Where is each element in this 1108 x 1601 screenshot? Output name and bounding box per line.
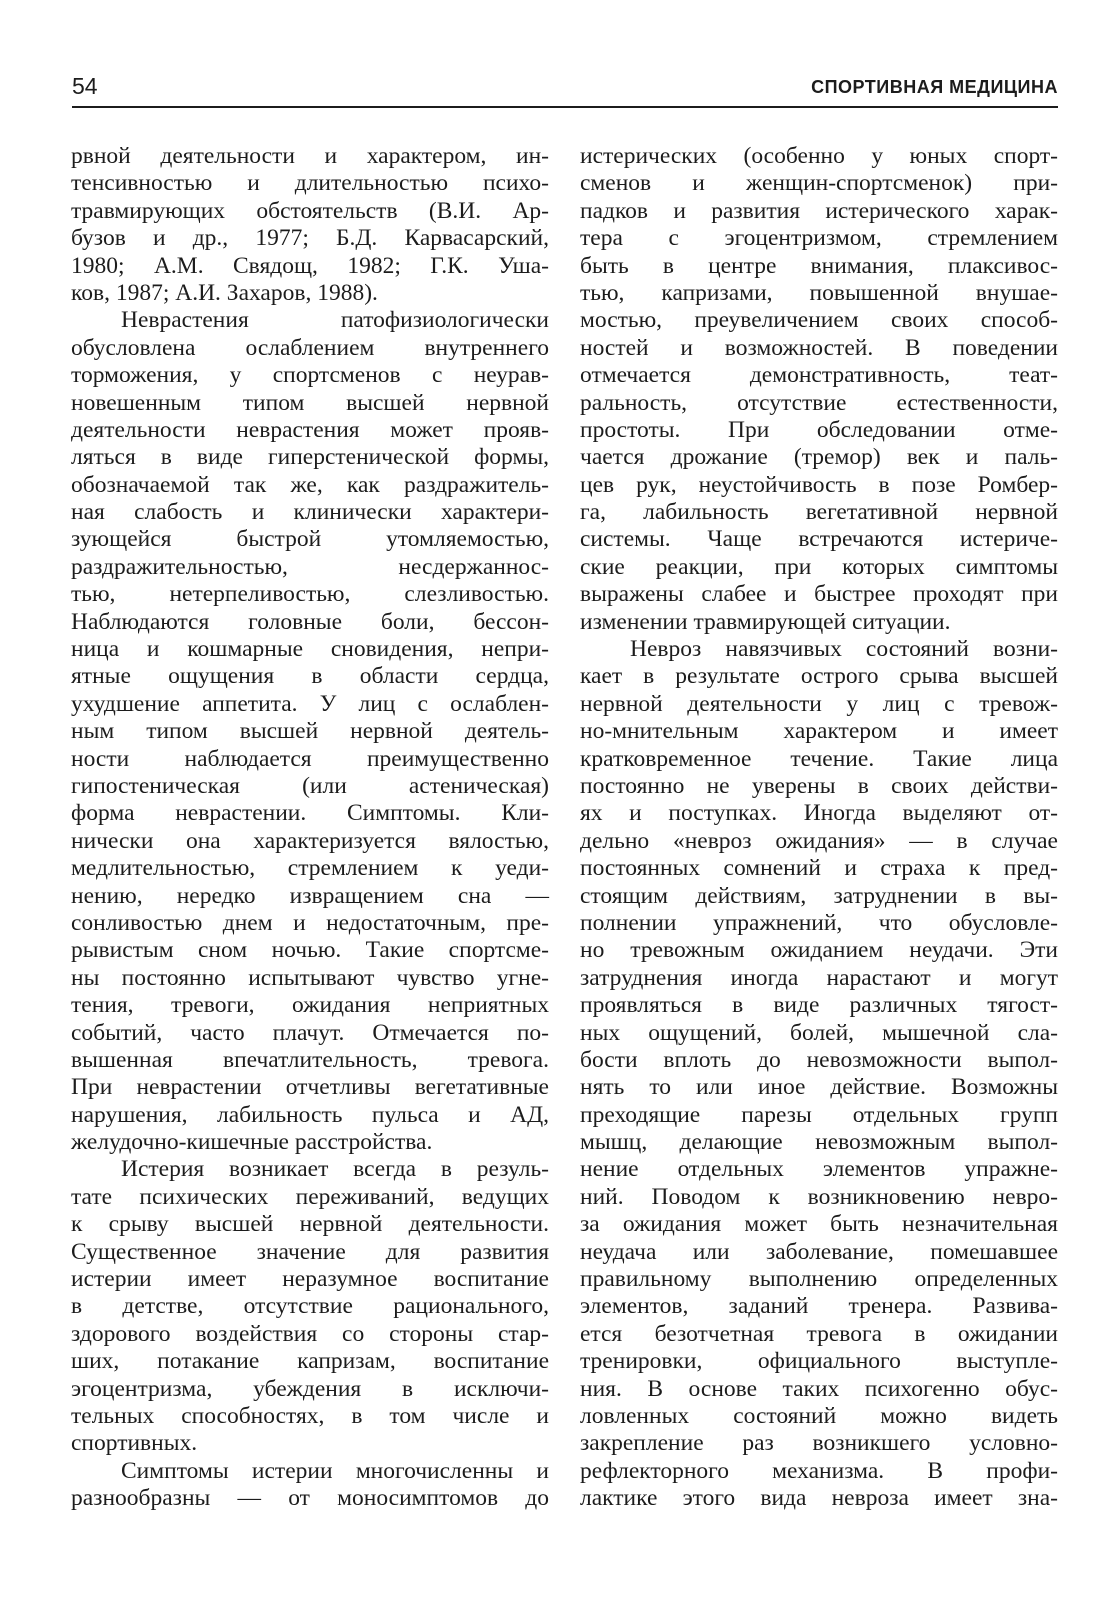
italic-term-symptoms: Симптомы.	[346, 800, 461, 827]
text-line: эгоцентризма, убеждения в исключи-	[71, 1375, 549, 1402]
text-line: торможения, у спортсменов с неурав-	[71, 362, 549, 389]
text-line: обусловлена ослаблением внутреннего	[71, 334, 549, 361]
text-line: раздражительностью, несдержаннос-	[71, 553, 549, 580]
text-line: тельных способностях, в том числе и	[71, 1402, 549, 1429]
line-text: форма неврастении.	[71, 800, 307, 827]
text-line: но-мнительным характером и имеет	[580, 718, 1058, 745]
text-line: ские реакции, при которых симптомы	[580, 553, 1058, 580]
text-line: истерии имеет неразумное воспитание	[71, 1266, 549, 1293]
text-line: Симптомы истерии многочисленны и	[121, 1457, 549, 1484]
text-line: ков, 1987; А.И. Захаров, 1988).	[71, 279, 378, 306]
text-line: нервной деятельности у лиц с тревож-	[580, 690, 1058, 717]
text-line: дельно «невроз ожидания» — в случае	[580, 827, 1058, 854]
text-line: 1980; А.М. Свядощ, 1982; Г.К. Уша-	[71, 252, 549, 279]
italic-term-obsessive-neurosis: Невроз навязчивых состояний	[630, 636, 969, 663]
text-line: здорового воздействия со стороны стар-	[71, 1320, 549, 1347]
text-line: новешенным типом высшей нервной	[71, 389, 549, 416]
text-line: событий, часто плачут. Отмечается по-	[71, 1019, 549, 1046]
line-text: возникает всегда в резуль-	[229, 1156, 549, 1183]
text-line: травмирующих обстоятельств (В.И. Ар-	[71, 197, 549, 224]
text-line: деятельности неврастения может прояв-	[71, 416, 549, 443]
text-line: тью, нетерпеливостью, слезливостью.	[71, 581, 549, 608]
text-line: га, лабильность вегетативной нервной	[580, 499, 1058, 526]
line-text: патофизиологически	[340, 307, 549, 334]
text-line: выражены слабее и быстрее проходят при	[580, 581, 1058, 608]
text-line: тенсивностью и длительностью психо-	[71, 170, 549, 197]
text-line: желудочно-кишечные расстройства.	[71, 1129, 433, 1156]
page-header	[72, 72, 1058, 108]
text-line: тью, капризами, повышенной внушае-	[580, 279, 1058, 306]
text-line: постоянно не уверены в своих действи-	[580, 772, 1058, 799]
italic-term-hysteria: Истерия	[121, 1156, 205, 1183]
text-line: обозначаемой так же, как раздражитель-	[71, 471, 549, 498]
text-line: разнообразны — от моносимптомов до	[71, 1485, 549, 1512]
text-line: нение отдельных элементов упражне-	[580, 1156, 1058, 1183]
text-line: простоты. При обследовании отме-	[580, 416, 1058, 443]
text-line: сонливостью днем и недостаточным, пре-	[71, 909, 549, 936]
text-line: ется безотчетная тревога в ожидании	[580, 1320, 1058, 1347]
text-line: быть в центре внимания, плаксивос-	[580, 252, 1058, 279]
text-line: рефлекторного механизма. В профи-	[580, 1457, 1058, 1484]
text-line: рвной деятельности и характером, ин-	[71, 143, 549, 169]
page-number: 54	[72, 73, 98, 99]
text-line: ральность, отсутствие естественности,	[580, 389, 1058, 416]
text-line: ловленных состояний можно видеть	[580, 1402, 1058, 1429]
text-line: ница и кошмарные сновидения, непри-	[71, 636, 549, 663]
text-line: нять то или иное действие. Возможны	[580, 1074, 1058, 1101]
text-line	[71, 307, 549, 334]
text-line	[71, 1156, 549, 1183]
text-line: лактике этого вида невроза имеет зна-	[580, 1485, 1058, 1512]
text-line: ным типом высшей нервной деятель-	[71, 718, 549, 745]
text-line: падков и развития истерического харак-	[580, 197, 1058, 224]
text-line: но тревожным ожиданием неудачи. Эти	[580, 937, 1058, 964]
text-line: сменов и женщин-спортсменок) при-	[580, 170, 1058, 197]
text-line: нарушения, лабильность пульса и АД,	[71, 1101, 549, 1128]
text-line: отмечается демонстративность, теат-	[580, 362, 1058, 389]
text-line: медлительностью, стремлением к уеди-	[71, 855, 549, 882]
text-line: ятные ощущения в области сердца,	[71, 663, 549, 690]
text-line: ния. В основе таких психогенно обус-	[580, 1375, 1058, 1402]
text-line: мышц, делающие невозможным выпол-	[580, 1129, 1058, 1156]
text-line: истерических (особенно у юных спорт-	[580, 143, 1058, 169]
text-line: При неврастении отчетливы вегетативные	[71, 1074, 549, 1101]
italic-term-neurasthenia: Неврастения	[121, 307, 249, 334]
text-line: постоянных сомнений и страха к пред-	[580, 855, 1058, 882]
text-line: системы. Чаще встречаются истериче-	[580, 526, 1058, 553]
text-line: рывистым сном ночью. Такие спортсме-	[71, 937, 549, 964]
text-line: за ожидания может быть незначительная	[580, 1211, 1058, 1238]
text-line: правильному выполнению определенных	[580, 1266, 1058, 1293]
text-line: зующейся быстрой утомляемостью,	[71, 526, 549, 553]
text-line: полнении упражнений, что обусловле-	[580, 909, 1058, 936]
text-line: ляться в виде гиперстенической формы,	[71, 444, 549, 471]
text-line: ности наблюдается преимущественно	[71, 745, 549, 772]
text-line: ных ощущений, болей, мышечной сла-	[580, 1019, 1058, 1046]
right-column	[580, 143, 1058, 1513]
text-line: цев рук, неустойчивость в позе Ромбер-	[580, 471, 1058, 498]
text-line	[580, 636, 1058, 663]
text-line: мостью, преувеличением своих способ-	[580, 307, 1058, 334]
text-line	[71, 800, 549, 827]
text-line: неудача или заболевание, помешавшее	[580, 1238, 1058, 1265]
text-line: бузов и др., 1977; Б.Д. Карвасарский,	[71, 225, 549, 252]
text-line: стоящим действиям, затруднении в вы-	[580, 882, 1058, 909]
left-column	[71, 143, 549, 1513]
text-line: изменении травмирующей ситуации.	[580, 608, 951, 635]
text-line: в детстве, отсутствие рационального,	[71, 1293, 549, 1320]
text-line: нически она характеризуется вялостью,	[71, 827, 549, 854]
text-line: преходящие парезы отдельных групп	[580, 1101, 1058, 1128]
text-line: тренировки, официального выступле-	[580, 1348, 1058, 1375]
text-line: бости вплоть до невозможности выпол-	[580, 1046, 1058, 1073]
text-line: затруднения иногда нарастают и могут	[580, 964, 1058, 991]
text-line: ная слабость и клинически характери-	[71, 499, 549, 526]
text-line: тера с эгоцентризмом, стремлением	[580, 225, 1058, 252]
running-head: СПОРТИВНАЯ МЕДИЦИНА	[811, 77, 1058, 97]
text-line: ний. Поводом к возникновению невро-	[580, 1183, 1058, 1210]
text-line: кратковременное течение. Такие лица	[580, 745, 1058, 772]
text-line: спортивных.	[71, 1430, 198, 1457]
text-line: ухудшение аппетита. У лиц с ослаблен-	[71, 690, 549, 717]
text-line: чается дрожание (тремор) век и паль-	[580, 444, 1058, 471]
text-line: к срыву высшей нервной деятельности.	[71, 1211, 549, 1238]
text-line: ностей и возможностей. В поведении	[580, 334, 1058, 361]
text-line: ших, потакание капризам, воспитание	[71, 1348, 549, 1375]
line-text: Кли-	[501, 800, 549, 827]
text-line: проявляться в виде различных тягост-	[580, 992, 1058, 1019]
text-line: тате психических переживаний, ведущих	[71, 1183, 549, 1210]
text-line: Существенное значение для развития	[71, 1238, 549, 1265]
text-line: элементов, заданий тренера. Развива-	[580, 1293, 1058, 1320]
text-line: нению, нередко извращением сна —	[71, 882, 549, 909]
text-line: кает в результате острого срыва высшей	[580, 663, 1058, 690]
text-line: ны постоянно испытывают чувство угне-	[71, 964, 549, 991]
text-line: гипостеническая (или астеническая)	[71, 772, 549, 799]
text-line: тения, тревоги, ожидания неприятных	[71, 992, 549, 1019]
text-line: ях и поступках. Иногда выделяют от-	[580, 800, 1058, 827]
text-line: Наблюдаются головные боли, бессон-	[71, 608, 549, 635]
line-text: возни-	[993, 636, 1058, 663]
text-line: вышенная впечатлительность, тревога.	[71, 1046, 549, 1073]
text-line: закрепление раз возникшего условно-	[580, 1430, 1058, 1457]
